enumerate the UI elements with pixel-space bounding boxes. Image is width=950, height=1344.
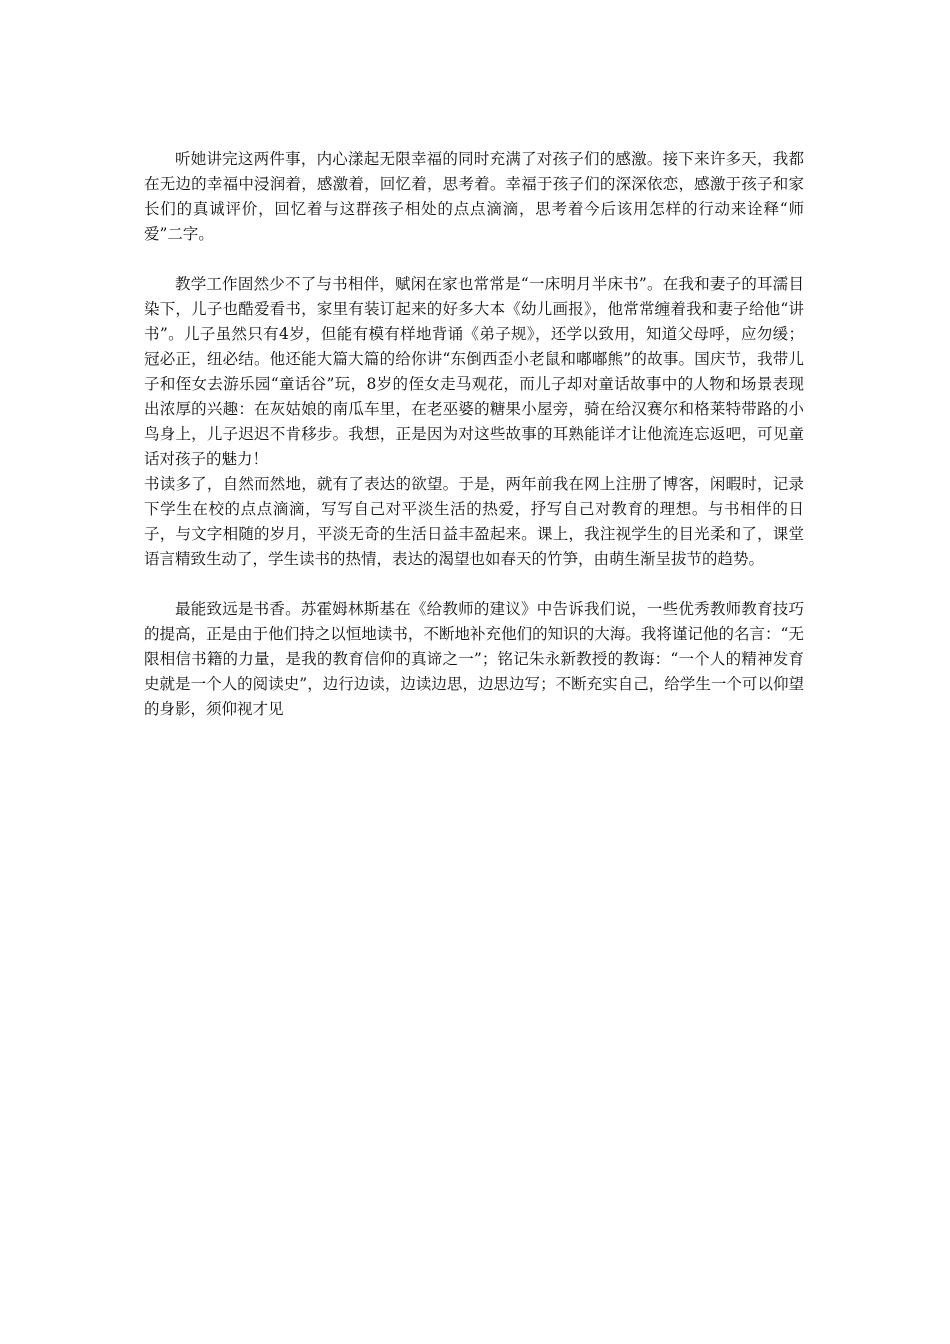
paragraph-2: 教学工作固然少不了与书相伴，赋闲在家也常常是“一床明月半床书”。在我和妻子的耳濡目染下，儿子也酷爱看书，家里有装订起来的好多大本《幼儿画报》，他常常缠着我和妻子给他“讲书”。儿子虽然只有4岁，但能有模有样地背诵《弟子规》，还学以致用，知道父母呼，应勿缓；冠必正，纽必结。他还能大篇大篇的给你讲“东倒西歪小老鼠和嘟嘟熊”的故事。国庆节，我带儿子和侄女去游乐园“童话谷”玩，8岁的侄女走马观花，而儿子却对童话故事中的人物和场景表现出浓厚的兴趣：在灰姑娘的南瓜车里，在老巫婆的糖果小屋旁，骑在给汉赛尔和格莱特带路的小鸟身上，儿子迟迟不肯移步。我想，正是因为对这些故事的耳熟能详才让他流连忘返吧，可见童话对孩子的魅力！ bbox=[144, 275, 804, 468]
paragraph-4: 最能致远是书香。苏霍姆林斯基在《给教师的建议》中告诉我们说，一些优秀教师教育技巧的提高，正是由于他们持之以恒地读书，不断地补充他们的知识的大海。我将谨记他的名言：“无限相信书籍的力量，是我的教育信仰的真谛之一”；铭记朱永新教授的教诲：“一个人的精神发育史就是一个人的阅读史”，边行边读，边读边思，边思边写；不断充实自己，给学生一个可以仰望的身影，须仰视才见 bbox=[144, 600, 804, 718]
paragraph-3: 书读多了，自然而然地，就有了表达的欲望。于是，两年前我在网上注册了博客，闲暇时，记录下学生在校的点点滴滴，写写自己对平淡生活的热爱，抒写自己对教育的理想。与书相伴的日子，与文字相随的岁月，平淡无奇的生活日益丰盈起来。课上，我注视学生的目光柔和了，课堂语言精致生动了，学生读书的热情，表达的渴望也如春天的竹笋，由萌生渐呈拔节的趋势。 bbox=[144, 475, 804, 568]
paragraph-spacer bbox=[144, 247, 804, 272]
paragraph-spacer bbox=[144, 572, 804, 597]
paragraph-1: 听她讲完这两件事，内心漾起无限幸福的同时充满了对孩子们的感激。接下来许多天，我都在无边的幸福中浸润着，感激着，回忆着，思考着。幸福于孩子们的深深依恋，感激于孩子和家长们的真诚评价，回忆着与这群孩子相处的点点滴滴，思考着今后该用怎样的行动来诠释“师爱”二字。 bbox=[144, 150, 804, 243]
document-body bbox=[144, 147, 804, 722]
